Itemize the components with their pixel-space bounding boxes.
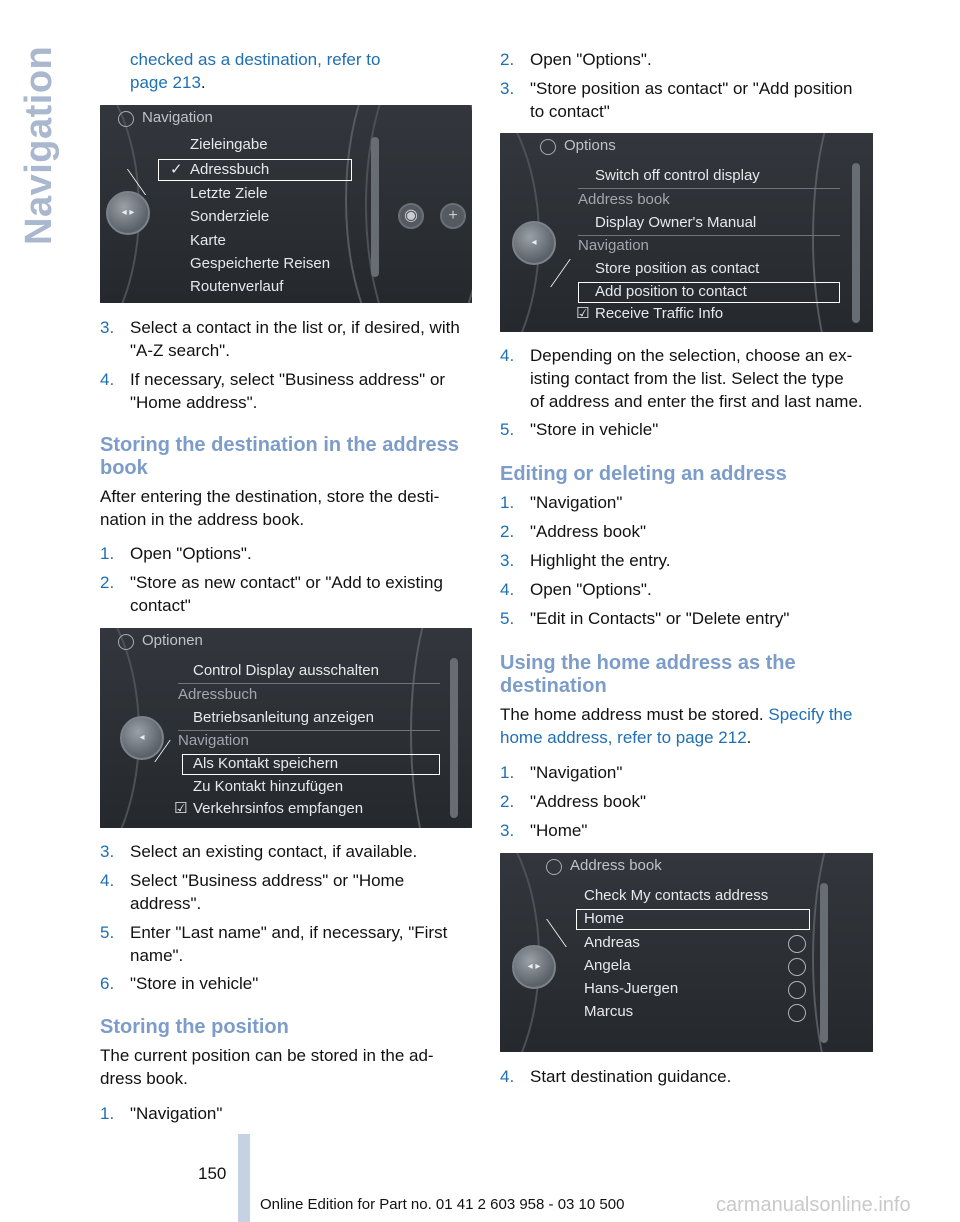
intro-line-2: page 213.	[130, 73, 206, 92]
screen-header: Address book	[500, 853, 873, 881]
footer-text: Online Edition for Part no. 01 41 2 603 958 - 03 10 500	[260, 1196, 625, 1213]
scrollbar	[852, 163, 860, 323]
menu-section-label: Address book	[578, 191, 670, 208]
intro-line: checked as a destination, refer to	[130, 50, 381, 69]
menu-item[interactable]: Control Display ausschalten	[193, 662, 379, 679]
scrollbar	[371, 137, 379, 277]
section-tab: Navigation	[18, 45, 60, 245]
navigation-icon	[118, 111, 134, 127]
check-icon: ✓	[170, 161, 183, 178]
checkbox-icon: ☑	[174, 800, 188, 817]
menu-item[interactable]: Check My contacts address	[584, 887, 769, 904]
menu-item-selected[interactable]: Als Kontakt speichern	[193, 755, 339, 772]
idrive-screen-options	[500, 133, 873, 332]
controller-icon: ◂	[512, 221, 556, 265]
menu-item[interactable]: Display Owner's Manual	[595, 214, 757, 231]
menu-section-label: Navigation	[178, 732, 249, 749]
contact-item[interactable]: Andreas	[584, 934, 640, 951]
menu-item[interactable]: Receive Traffic Info	[595, 305, 724, 322]
heading-home-address: Using the home address as the	[500, 652, 796, 674]
paragraph: dress book.	[100, 1069, 188, 1088]
navigate-icon	[788, 1004, 806, 1022]
watermark: carmanualsonline.info	[716, 1194, 911, 1216]
menu-item[interactable]: Gespeicherte Reisen	[190, 255, 331, 272]
selection-box	[576, 909, 810, 930]
menu-item[interactable]: Zu Kontakt hinzufügen	[193, 778, 344, 795]
screen-header: Navigation	[100, 105, 472, 133]
controller-icon: ◂ ▸	[512, 945, 556, 989]
heading-editing-address: Editing or deleting an address	[500, 463, 787, 485]
footer-divider	[238, 1134, 250, 1222]
contact-item[interactable]: Hans-Juergen	[584, 980, 679, 997]
map-icon: ◉	[398, 203, 424, 229]
navigate-icon	[788, 958, 806, 976]
menu-section-label: Adressbuch	[178, 686, 258, 703]
selection-box	[182, 754, 440, 775]
page-link[interactable]: page 213	[130, 73, 201, 92]
menu-item[interactable]: Switch off control display	[595, 167, 760, 184]
specify-home-link[interactable]: Specify the	[768, 705, 853, 724]
navigate-icon	[788, 981, 806, 999]
options-icon	[540, 139, 556, 155]
contact-item[interactable]: Marcus	[584, 1003, 634, 1020]
contact-item[interactable]: Angela	[584, 957, 631, 974]
controller-icon: ◂	[120, 716, 164, 760]
screen-header: Optionen	[100, 628, 472, 656]
screen-header: Options	[500, 133, 873, 161]
paragraph: After entering the destination, store the desti-	[100, 487, 440, 506]
navigate-icon	[788, 935, 806, 953]
menu-item[interactable]: Betriebsanleitung anzeigen	[193, 709, 374, 726]
heading-storing-destination-2: book	[100, 457, 148, 479]
menu-item[interactable]: Store position as contact	[595, 260, 760, 277]
idrive-screen-optionen	[100, 628, 472, 828]
scrollbar	[450, 658, 458, 818]
checkbox-icon: ☑	[576, 305, 590, 322]
controller-icon: ◂ ▸	[106, 191, 150, 235]
paragraph: The home address must be stored. Specify the	[500, 705, 853, 724]
idrive-screen-navigation	[100, 105, 472, 303]
menu-item-selected[interactable]: Add position to contact	[595, 283, 747, 300]
selection-box	[578, 282, 840, 303]
paragraph: nation in the address book.	[100, 510, 305, 529]
paragraph: home address, refer to page 212.	[500, 728, 752, 747]
heading-home-address-2: destination	[500, 675, 607, 697]
menu-item[interactable]: Zieleingabe	[190, 136, 268, 153]
page-link[interactable]: home address, refer to page 212	[500, 728, 747, 747]
menu-section-label: Navigation	[578, 237, 649, 254]
idrive-screen-address-book	[500, 853, 873, 1052]
paragraph: The current position can be stored in the ad-	[100, 1046, 434, 1065]
menu-item[interactable]: Karte	[190, 232, 226, 249]
menu-item[interactable]: Verkehrsinfos empfangen	[193, 800, 364, 817]
menu-item[interactable]: Routenverlauf	[190, 278, 284, 295]
heading-storing-destination: Storing the destination in the address	[100, 434, 459, 456]
options-icon	[118, 634, 134, 650]
selection-box	[158, 159, 352, 181]
menu-item[interactable]: Sonderziele	[190, 208, 270, 225]
menu-item[interactable]: Letzte Ziele	[190, 185, 268, 202]
menu-item-selected[interactable]: Adressbuch	[190, 161, 270, 178]
scrollbar	[820, 883, 828, 1043]
zoom-in-icon: +	[440, 203, 466, 229]
navigation-icon	[546, 859, 562, 875]
heading-storing-position: Storing the position	[100, 1016, 289, 1038]
page-number: 150	[198, 1164, 227, 1183]
menu-item-selected[interactable]: Home	[584, 910, 625, 927]
